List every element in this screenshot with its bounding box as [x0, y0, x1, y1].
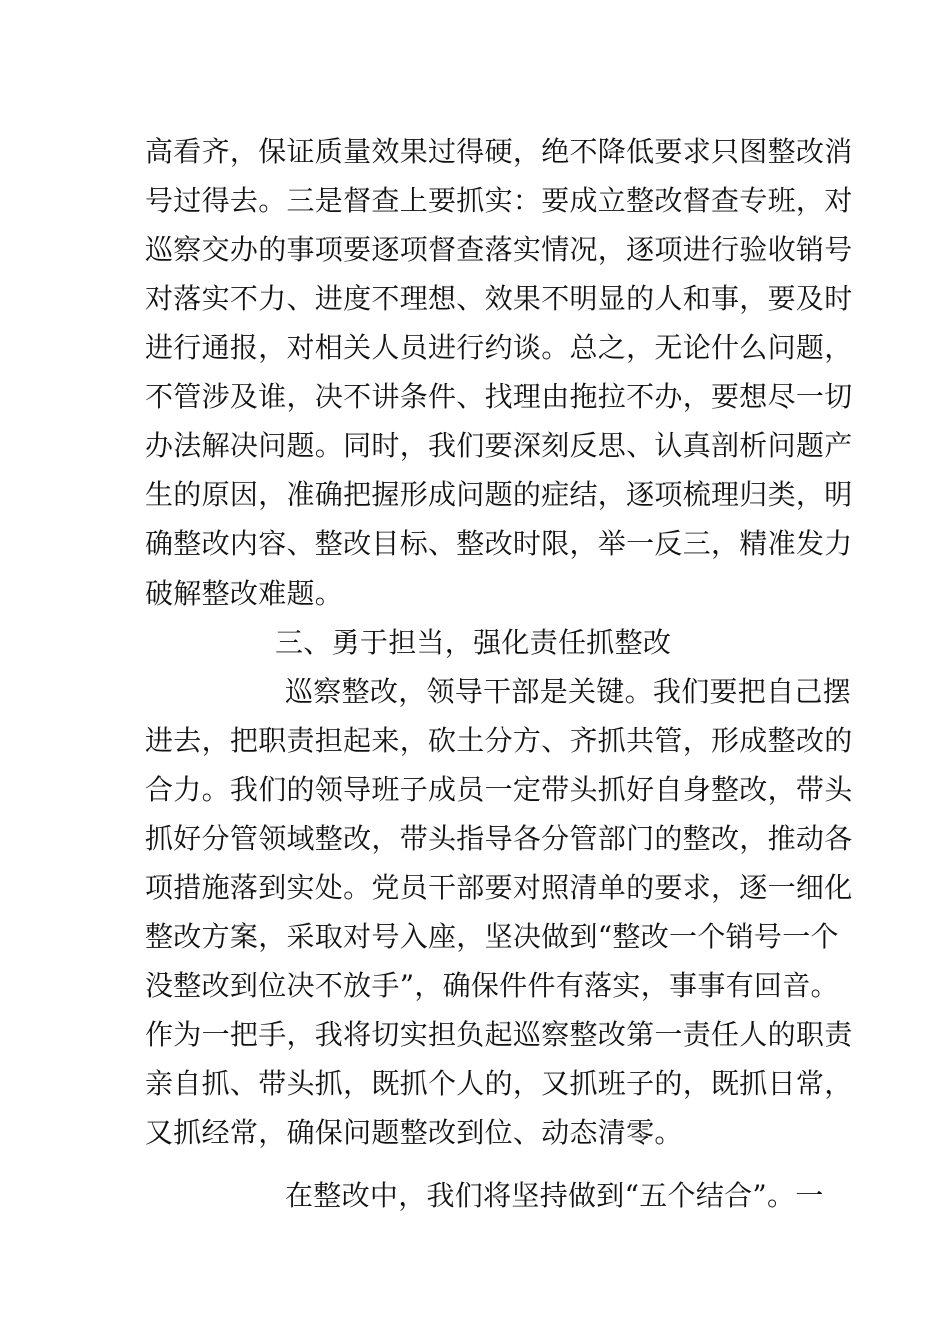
text-line: 合力。我们的领导班子成员一定带头抓好自身整改，带头	[145, 773, 853, 806]
text-line: 项措施落到实处。党员干部要对照清单的要求，逐一细化	[145, 871, 853, 904]
text-line: 整改方案，采取对号入座，坚决做到“整改一个销号一个	[145, 920, 839, 953]
text-line: 又抓经常，确保问题整改到位、动态清零。	[145, 1116, 683, 1149]
text-line: 巡察交办的事项要逐项督查落实情况，逐项进行验收销号	[145, 233, 853, 266]
text-line: 作为一把手，我将切实担负起巡察整改第一责任人的职责	[145, 1018, 853, 1051]
text-line: 进去，把职责担起来，砍土分方、齐抓共管，形成整改的	[145, 724, 853, 757]
text-line: 破解整改难题。	[145, 577, 344, 610]
section-heading: 三、勇于担当，强化责任抓整改	[275, 626, 672, 659]
text-line: 对落实不力、进度不理想、效果不明显的人和事，要及时	[145, 282, 853, 315]
text-line: 办法解决问题。同时，我们要深刻反思、认真剖析问题产	[145, 429, 853, 462]
text-line: 没整改到位决不放手”，确保件件有落实，事事有回音。	[145, 969, 839, 1002]
text-line: 生的原因，准确把握形成问题的症结，逐项梳理归类，明	[145, 478, 853, 511]
text-line: 巡察整改，领导干部是关键。我们要把自己摆	[285, 675, 852, 708]
text-line: 高看齐，保证质量效果过得硬，绝不降低要求只图整改消	[145, 135, 853, 168]
text-line: 在整改中，我们将坚持做到“五个结合”。一	[285, 1179, 824, 1212]
text-line: 号过得去。三是督查上要抓实：要成立整改督查专班，对	[145, 184, 853, 217]
text-line: 抓好分管领域整改，带头指导各分管部门的整改，推动各	[145, 822, 853, 855]
text-line: 进行通报，对相关人员进行约谈。总之，无论什么问题，	[145, 331, 853, 364]
text-line: 不管涉及谁，决不讲条件、找理由拖拉不办，要想尽一切	[145, 380, 853, 413]
text-line: 确整改内容、整改目标、整改时限，举一反三，精准发力	[145, 527, 853, 560]
text-line: 亲自抓、带头抓，既抓个人的，又抓班子的，既抓日常，	[145, 1067, 853, 1100]
